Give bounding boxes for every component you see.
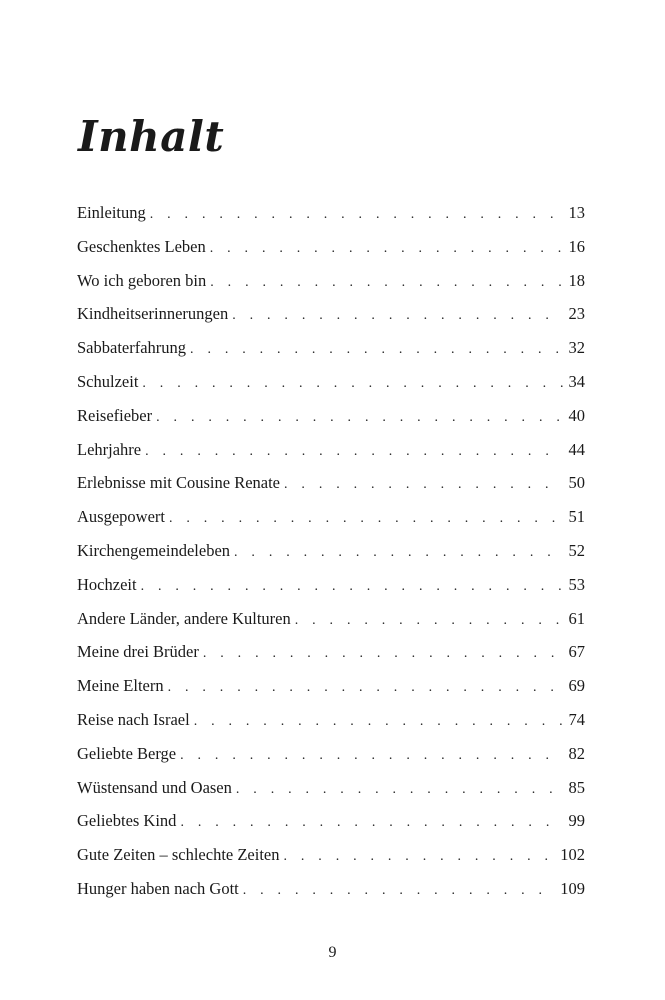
toc-entry-title: Meine Eltern [77, 676, 164, 696]
dot-leader [169, 502, 563, 536]
toc-entry-title: Hochzeit [77, 574, 137, 594]
toc-entry-title: Wüstensand und Oasen [77, 777, 232, 797]
toc-entry [77, 602, 585, 636]
toc-entry [77, 399, 585, 433]
dot-leader [168, 671, 563, 705]
toc-entry-title: Erlebnisse mit Cousine Renate [77, 473, 281, 493]
toc-entry-title: Einleitung [77, 203, 146, 222]
toc-entry-page: 34 [568, 371, 585, 391]
toc-entry [77, 872, 585, 906]
toc-entry-title: Ausgepowert [77, 507, 165, 527]
table-of-contents [77, 196, 585, 906]
toc-entry-title: Gute Zeiten – schlechte Zeiten [77, 845, 280, 865]
dot-leader [142, 367, 562, 401]
toc-entry [77, 568, 585, 602]
toc-entry-title: Geschenktes Leben [77, 236, 206, 256]
dot-leader [180, 739, 562, 773]
dot-leader [190, 333, 562, 367]
toc-entry-page: 52 [568, 540, 585, 560]
toc-entry [77, 635, 585, 669]
toc-entry-page: 32 [568, 338, 585, 358]
toc-entry [77, 196, 585, 230]
toc-entry [77, 737, 585, 771]
toc-entry-page: 61 [568, 608, 585, 628]
dot-leader [284, 840, 555, 874]
dot-leader [203, 637, 563, 671]
toc-entry-page: 74 [568, 709, 585, 729]
dot-leader [150, 198, 563, 232]
toc-entry-title: Kindheitserinnerungen [77, 304, 229, 324]
toc-entry [77, 297, 585, 331]
toc-entry-title: Wo ich geboren bin [77, 270, 207, 290]
dot-leader [236, 773, 563, 807]
dot-leader [145, 435, 562, 469]
toc-entry [77, 500, 585, 534]
toc-entry-title: Meine drei Brüder [77, 642, 199, 662]
toc-entry [77, 534, 585, 568]
toc-entry-title: Lehrjahre [77, 439, 142, 459]
toc-entry-title: Reise nach Israel [77, 709, 190, 729]
dot-leader [232, 299, 562, 333]
dot-leader [194, 705, 563, 739]
dot-leader [234, 536, 562, 570]
toc-entry-page: 67 [568, 642, 585, 662]
dot-leader [180, 806, 562, 840]
toc-entry [77, 771, 585, 805]
toc-entry-title: Andere Länder, andere Kulturen [77, 608, 291, 628]
page-number: 9 [328, 944, 337, 961]
toc-entry-page: 85 [568, 777, 585, 797]
toc-entry-title: Kirchengemeindeleben [77, 540, 231, 560]
toc-entry-title: Geliebte Berge [77, 743, 177, 763]
toc-entry-page: 13 [568, 203, 585, 222]
dot-leader [295, 604, 563, 638]
toc-entry-page: 23 [568, 304, 585, 324]
toc-entry-page: 18 [568, 270, 585, 290]
toc-entry [77, 669, 585, 703]
toc-entry-page: 50 [568, 473, 585, 493]
page-title: Inhalt [78, 112, 225, 162]
toc-entry-page: 109 [560, 878, 585, 898]
dot-leader [243, 874, 555, 908]
toc-entry-page: 53 [568, 574, 585, 594]
toc-entry [77, 365, 585, 399]
toc-entry-page: 69 [568, 676, 585, 696]
dot-leader [156, 401, 562, 435]
toc-entry [77, 703, 585, 737]
toc-entry-title: Hunger haben nach Gott [77, 878, 239, 898]
toc-entry [77, 838, 585, 872]
dot-leader [210, 266, 562, 300]
toc-entry [77, 230, 585, 264]
toc-entry-title: Reisefieber [77, 405, 153, 425]
toc-entry-page: 82 [568, 743, 585, 763]
dot-leader [210, 232, 563, 266]
toc-entry [77, 804, 585, 838]
toc-entry [77, 331, 585, 365]
toc-entry-title: Schulzeit [77, 371, 139, 391]
toc-entry-page: 51 [568, 507, 585, 527]
toc-entry-page: 16 [568, 236, 585, 256]
toc-entry-page: 40 [568, 405, 585, 425]
toc-entry-page: 102 [560, 845, 585, 865]
toc-entry-page: 99 [568, 811, 585, 831]
toc-entry-page: 44 [568, 439, 585, 459]
dot-leader [141, 570, 563, 604]
toc-entry [77, 466, 585, 500]
toc-entry [77, 433, 585, 467]
dot-leader [284, 468, 562, 502]
toc-entry-title: Geliebtes Kind [77, 811, 177, 831]
toc-entry-title: Sabbaterfahrung [77, 338, 187, 358]
toc-entry [77, 264, 585, 298]
